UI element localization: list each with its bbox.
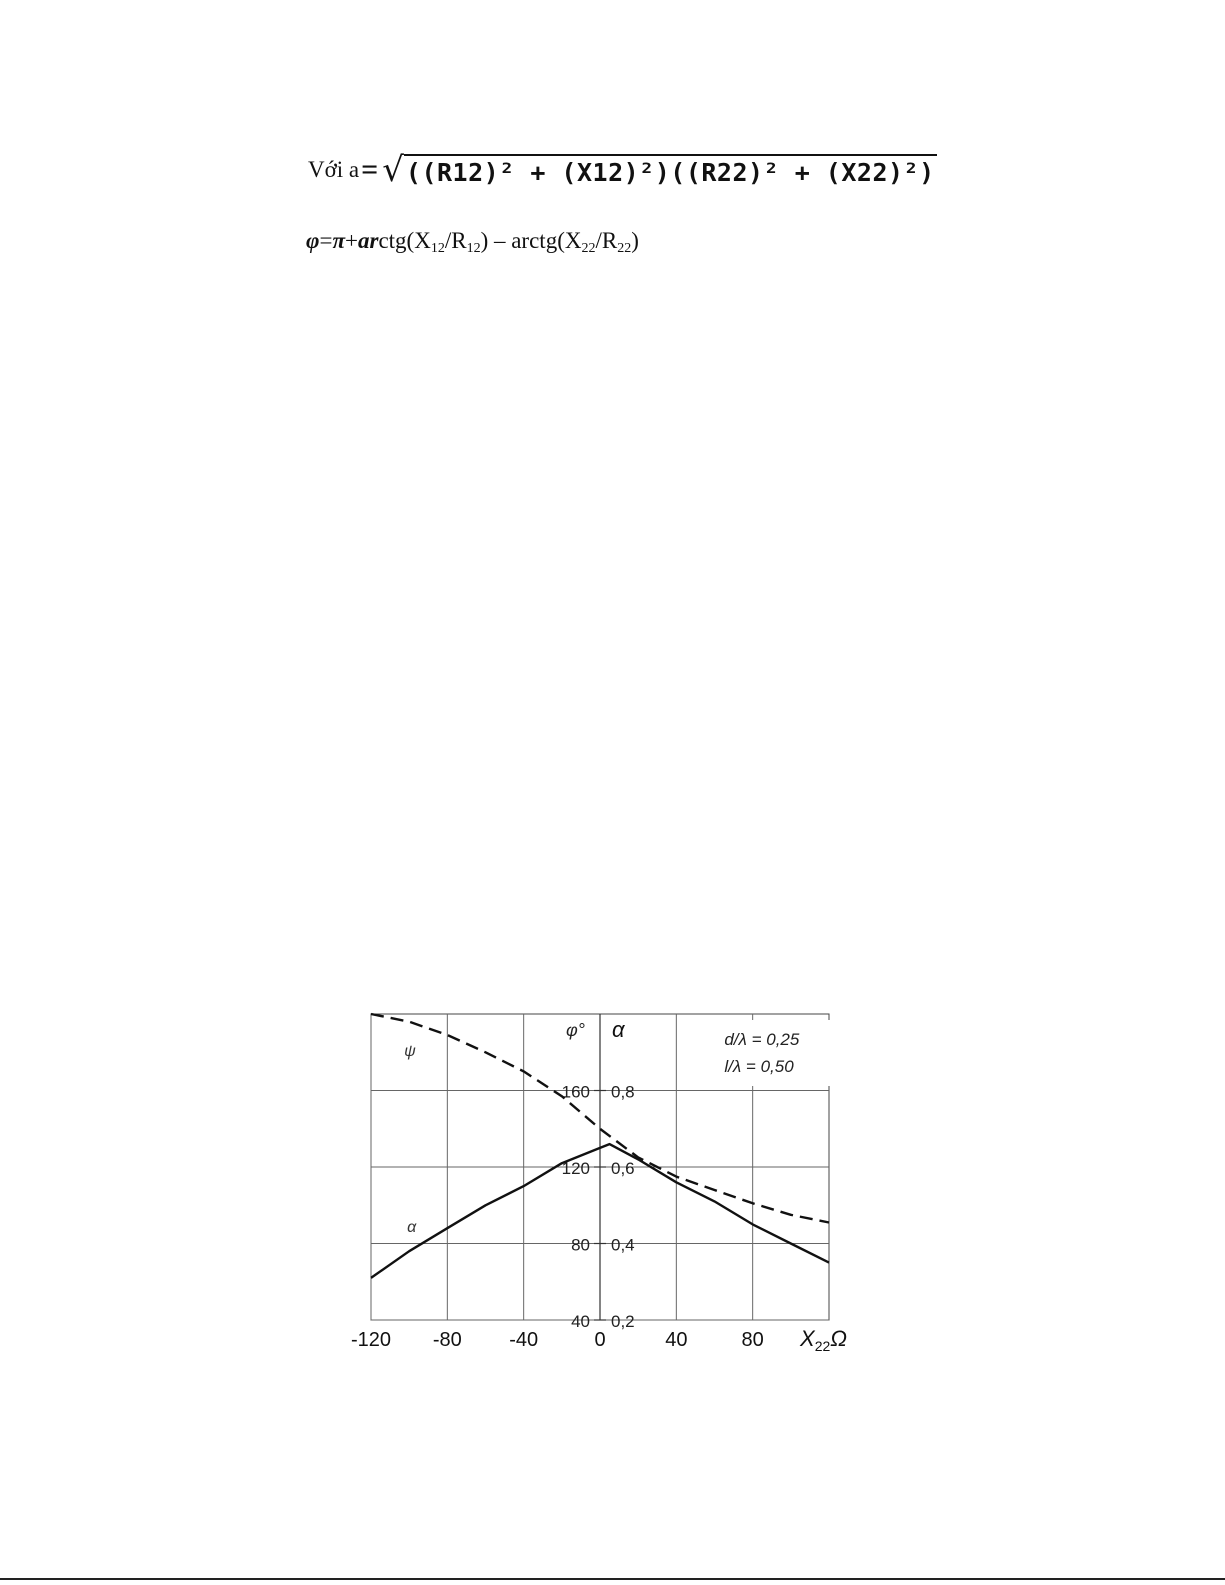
formula-a-equals: = bbox=[361, 153, 379, 186]
y-right-axis-label: α bbox=[612, 1017, 625, 1042]
alpha-r-symbol: ar bbox=[358, 228, 379, 253]
series-label-alpha: α bbox=[407, 1219, 417, 1237]
phi-close: ) bbox=[631, 228, 639, 253]
x-tick-label: -40 bbox=[509, 1329, 539, 1351]
x-axis-label bbox=[799, 1326, 847, 1354]
phi-slash1: /R bbox=[444, 228, 467, 253]
y-left-axis-label: φ° bbox=[566, 1020, 585, 1040]
sub-12b: 12 bbox=[466, 241, 481, 256]
formula-a-lead: Với a bbox=[308, 157, 360, 182]
y-right-tick-label: 0,2 bbox=[611, 1312, 635, 1331]
x-tick-label: 0 bbox=[594, 1329, 606, 1351]
phi-equals: = bbox=[319, 228, 333, 253]
x-tick-label: 80 bbox=[741, 1329, 764, 1351]
y-left-tick-label: 80 bbox=[571, 1235, 590, 1255]
formula-a-radicand: ((R12)² + (X12)²)((R22)² + (X22)²) bbox=[404, 154, 937, 187]
x-tick-label: -80 bbox=[432, 1329, 462, 1351]
phase-amplitude-chart bbox=[330, 1005, 870, 1370]
y-right-tick-label: 0,6 bbox=[611, 1159, 635, 1178]
formula-a-sqrt bbox=[382, 150, 936, 190]
sub-12a: 12 bbox=[430, 241, 445, 256]
series-label-psi: ψ bbox=[404, 1043, 416, 1061]
x-tick-label: -120 bbox=[350, 1329, 392, 1351]
phi-plus: + bbox=[345, 228, 358, 253]
pi-symbol: π bbox=[332, 228, 346, 253]
x-axis-label-unit: Ω bbox=[830, 1326, 848, 1351]
y-right-tick-label: 0,8 bbox=[611, 1082, 635, 1102]
x-axis-label-sub: 22 bbox=[814, 1338, 831, 1354]
sub-22b: 22 bbox=[617, 241, 632, 256]
phi-slash2: /R bbox=[595, 228, 618, 253]
annotation-1: d/λ = 0,25 bbox=[724, 1030, 800, 1049]
formula-phi bbox=[306, 228, 639, 257]
x-axis-label-main: X bbox=[800, 1326, 815, 1351]
phi-symbol: φ bbox=[306, 228, 320, 253]
sub-22a: 22 bbox=[581, 241, 596, 256]
x-tick-label: 40 bbox=[665, 1329, 688, 1351]
y-right-tick-label: 0,4 bbox=[611, 1235, 635, 1255]
y-left-tick-label: 40 bbox=[571, 1312, 590, 1331]
y-left-tick-label: 120 bbox=[561, 1159, 590, 1178]
page-bottom-rule bbox=[0, 1578, 1225, 1580]
sqrt-sign-icon: √ bbox=[382, 150, 404, 190]
phi-ctg1: ctg(X bbox=[378, 228, 431, 253]
annotation-2: l/λ = 0,50 bbox=[724, 1057, 794, 1076]
formula-a bbox=[308, 148, 937, 192]
chart-svg bbox=[330, 1005, 870, 1365]
phi-mid: ) – arctg(X bbox=[480, 228, 582, 253]
y-left-tick-label: 160 bbox=[561, 1082, 590, 1102]
